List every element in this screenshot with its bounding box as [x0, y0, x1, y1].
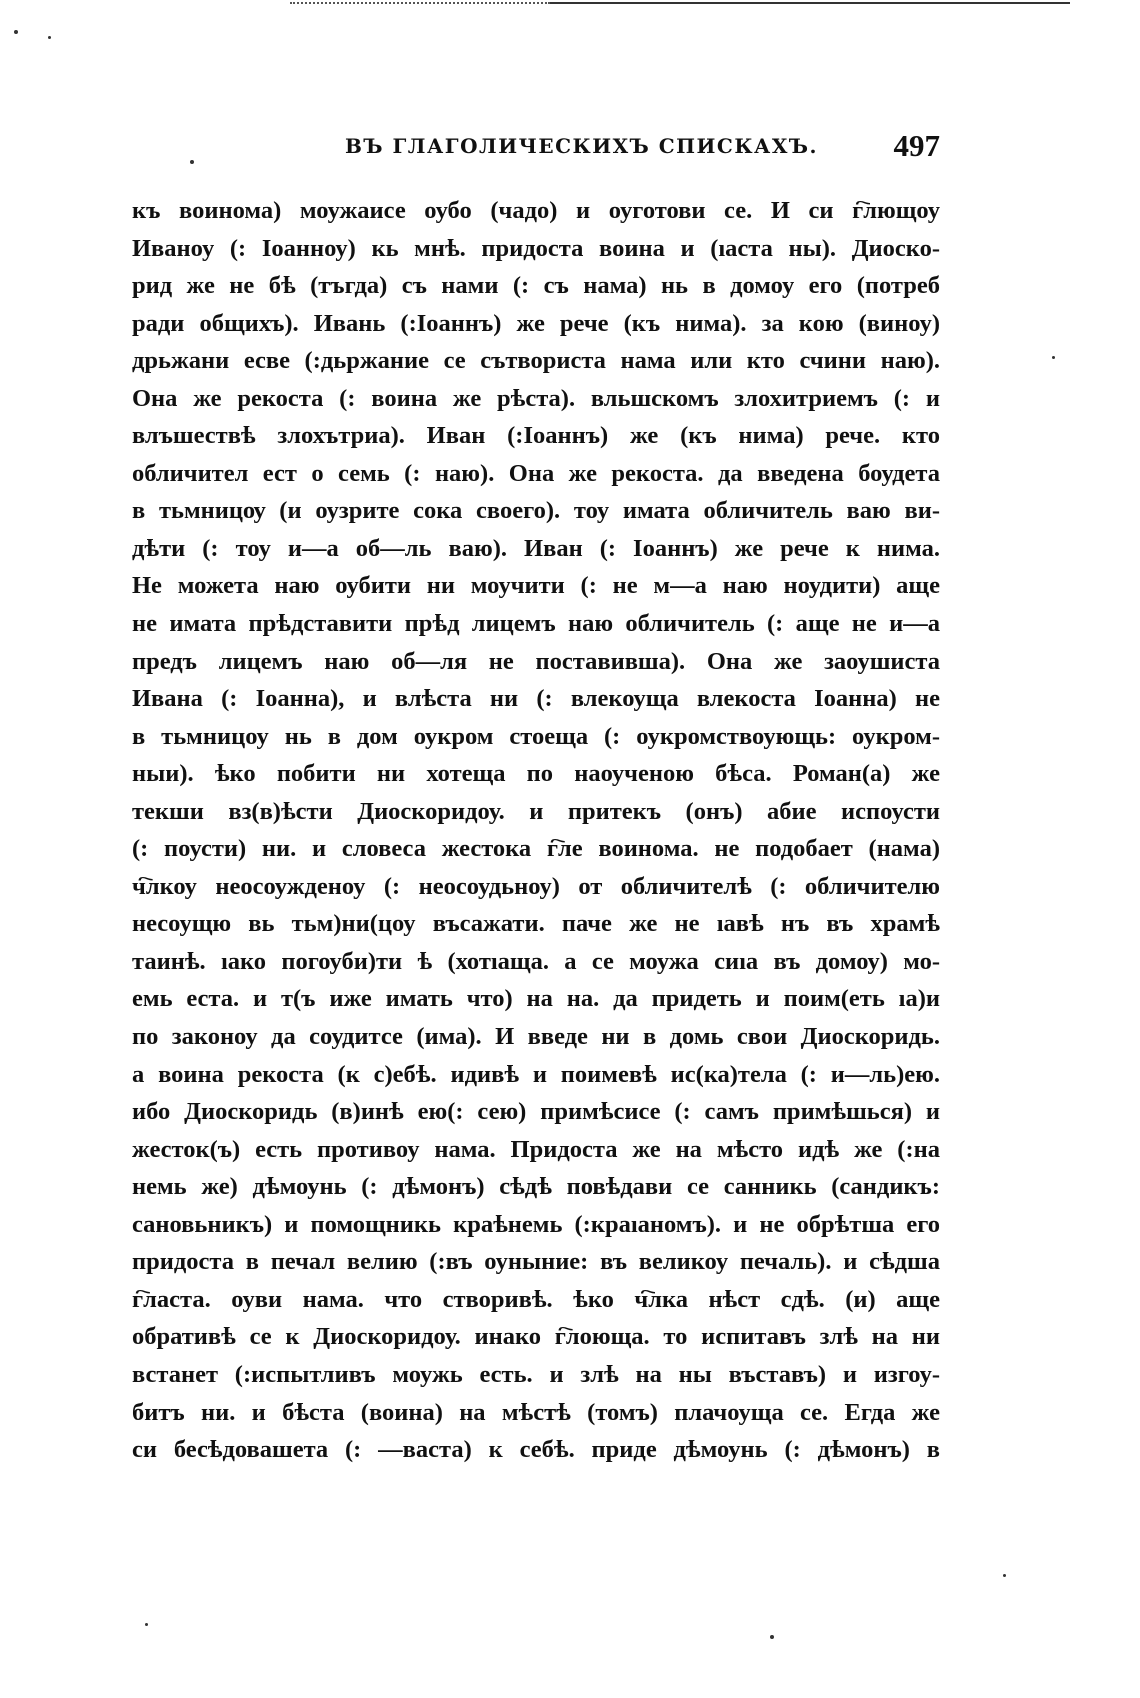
speck — [1052, 356, 1055, 359]
text-line: ради общихъ). Ивань (:Іоаннъ) же рече (къ нима). за кою (виноу) — [132, 309, 940, 337]
text-line: дѣти (: тоу и—а об—ль ваю). Иван (: Іоаннъ) же рече к нима. — [132, 534, 940, 562]
text-line: ибо Диоскоридь (в)инѣ ею(: сею) примѣсисе (: самъ примѣшься) и — [132, 1098, 940, 1126]
text-line: г҇ласта. оуви нама. что створивѣ. ѣко ч҇лка нѣст сдѣ. (и) аще — [132, 1285, 940, 1313]
text-line: дрьжани есве (:дьржание се сътвориста нама или кто счини наю). — [132, 347, 940, 375]
body-text — [132, 192, 940, 1469]
text-line: (: поусти) ни. и словеса жестока г҇ле воинома. не подобает (нама) — [132, 835, 940, 863]
text-line: битъ ни. и бѣста (воина) на мѣстѣ (томъ) плачоуща се. Егда же — [132, 1398, 940, 1426]
text-line: емь еста. и т(ъ иже имать что) на на. да придеть и поим(еть ıа)и — [132, 985, 940, 1013]
text-line: несоущю вь тьм)ни(цоу въсажати. паче же не ıавѣ нъ въ храмѣ — [132, 910, 940, 938]
text-line: Иваноу (: Іоанноу) кь мнѣ. придоста воина и (ıаста ны). Диоско- — [132, 234, 940, 262]
running-title: ВЪ ГЛАГОЛИЧЕСКИХЪ СПИСКАХЪ. — [345, 134, 818, 158]
text-line: влъшествѣ злохътриа). Иван (:Іоаннъ) же (къ нима) рече. кто — [132, 422, 940, 450]
top-rule-solid — [550, 2, 1070, 4]
text-line: в тьмницѹ (и оузрите сока своего). тоу имата обличитель ваю ви- — [132, 497, 940, 525]
speck — [145, 1623, 148, 1626]
text-line: сановьникъ) и помощникь краѣнемь (:краıаномъ). и не обрѣтша его — [132, 1210, 940, 1238]
top-rule-dotted — [290, 2, 550, 4]
text-line: встанет (:испытливъ моужь есть. и злѣ на ны въставъ) и изгоу- — [132, 1360, 940, 1388]
text-line: жесток(ъ) есть противоу нама. Придоста же на мѣсто идѣ же (:на — [132, 1135, 940, 1163]
text-line: в тьмницоу нь в дом оукром стоеща (: оукромствоующь: оукром- — [132, 722, 940, 750]
page-number: 497 — [893, 128, 940, 163]
text-line: придоста в печал велию (:въ оуныние: въ великоу печаль). и сѣдша — [132, 1248, 940, 1276]
speck — [48, 36, 51, 39]
speck — [770, 1635, 774, 1639]
text-line: не имата прѣдставити прѣд лицемъ наю обличитель (: аще не и—а — [132, 610, 940, 638]
page-header — [180, 128, 940, 168]
text-line: а воина рекоста (к с)ебѣ. идивѣ и поимевѣ ис(ка)тела (: и—ль)ею. — [132, 1060, 940, 1088]
text-line: Не можета наю оубити ни моучити (: не м—а наю ноудити) аще — [132, 572, 940, 600]
text-line: къ воинома) моужаисе оубо (чадо) и оуготови се. И си г҇лющоу — [132, 197, 940, 224]
text-line: Ивана (: Іоанна), и влѣста ни (: влекоуща влекоста Іоанна) не — [132, 685, 940, 713]
text-line: Она же рекоста (: воина же рѣста). вльшскомъ злохитриемъ (: и — [132, 384, 940, 412]
speck — [14, 30, 18, 34]
text-line: ч҇лкоу неосоужденоу (: неосоудьноу) от обличителѣ (: обличителю — [132, 872, 940, 900]
text-line: таинѣ. ıако погоуби)ти ѣ (хотıаща. а се моужа сиıа въ домоу) мо- — [132, 947, 940, 975]
speck — [1003, 1574, 1006, 1577]
text-line: по законоу да соудитсе (има). И введе ни в домь свои Диоскоридь. — [132, 1023, 940, 1051]
text-line: си бесѣдовашета (: —васта) к себѣ. приде дѣмоунь (: дѣмонъ) в — [132, 1436, 940, 1464]
text-line: предъ лицемъ наю об—ля не поставивша). Она же заоушиста — [132, 647, 940, 675]
text-line: ныи). ѣко побити ни хотеща по наоученою бѣса. Роман(а) же — [132, 760, 940, 788]
text-line: текши вз(в)ѣсти Диоскоридоу. и притекъ (онъ) абие испоусти — [132, 797, 940, 825]
text-line: рид же не бѣ (тъгда) съ нами (: съ нама) нь в домоу его (потреб — [132, 272, 940, 300]
text-line: обративѣ се к Диоскоридоу. инако г҇лоюща. то испитавъ злѣ на ни — [132, 1323, 940, 1351]
text-line: обличител ест о семь (: наю). Она же рекоста. да введена боудета — [132, 459, 940, 487]
text-line: немь же) дѣмоунь (: дѣмонъ) сѣдѣ повѣдави се санникь (сандикъ: — [132, 1173, 940, 1201]
